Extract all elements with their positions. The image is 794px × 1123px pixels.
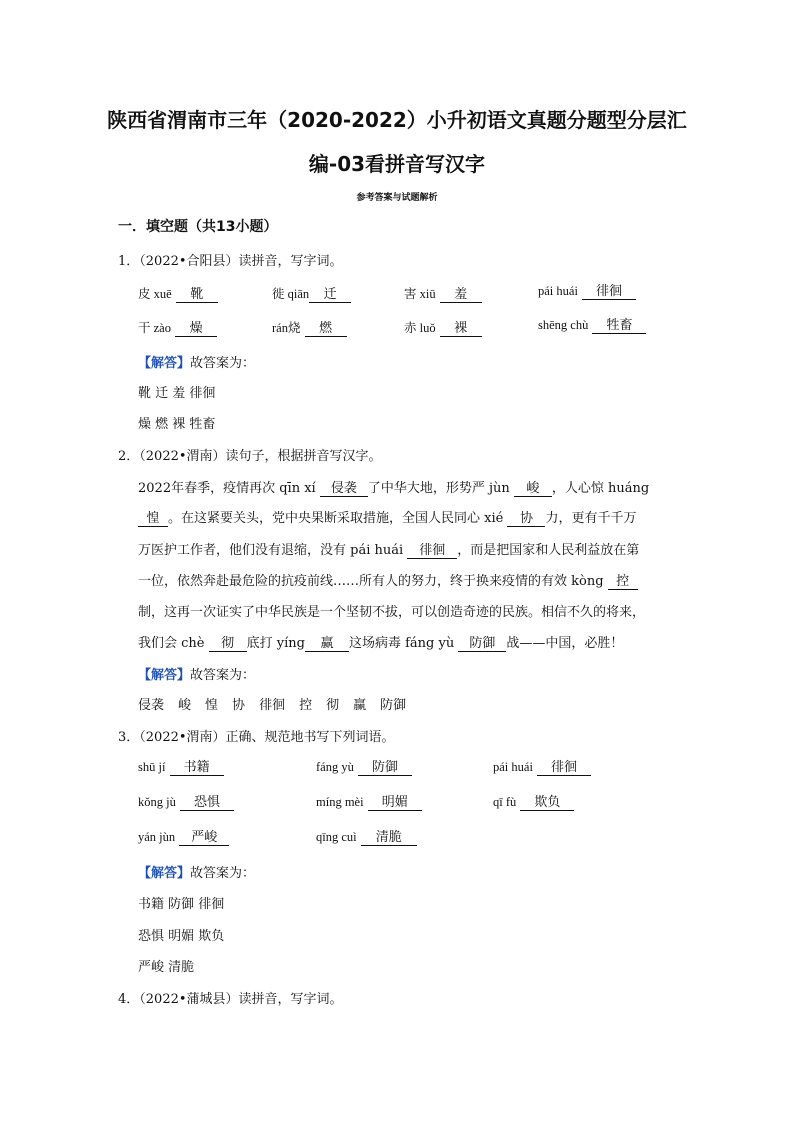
answer-blank: 恐惧 — [180, 795, 234, 811]
q2-passage-line6: 我们会 chè 彻 底打 yíng 赢 这场病毒 fáng yù 防御 战——中国，必胜！ — [138, 636, 624, 651]
q1-item: 皮 xuē 靴 — [138, 284, 218, 303]
answer-blank: 控 — [608, 574, 638, 590]
q3-header: 3．（2022•渭南）正确、规范地书写下列词语。 — [118, 730, 395, 745]
answer-blank: 清脆 — [361, 830, 417, 846]
answer-word: 赢 — [353, 698, 367, 713]
answer-word: 惶 — [205, 698, 219, 713]
q3-item: míng mèi 明媚 — [316, 795, 422, 811]
q3-item: pái huái 徘徊 — [493, 760, 591, 776]
answer-word: 协 — [232, 698, 246, 713]
q2-passage-line5: 制，这再一次证实了中华民族是一个坚韧不拔，可以创造奇迹的民族。相信不久的将来， — [138, 605, 646, 620]
answer-blank: 迁 — [309, 287, 351, 303]
answer-word: 峻 — [178, 698, 192, 713]
q3-item: qīng cuì 清脆 — [316, 830, 417, 846]
answer-blank: 徘徊 — [537, 760, 591, 776]
answer-word: 防御 — [380, 698, 407, 713]
q2-header: 2．（2022•渭南）读句子，根据拼音写汉字。 — [118, 449, 382, 464]
q1-answer-heading: 【解答】故答案为： — [138, 356, 256, 371]
section-heading: 一．填空题（共13小题） — [118, 219, 278, 235]
q1-item: shēng chù 牲畜 — [538, 318, 646, 334]
answer-word: 徘徊 — [259, 698, 286, 713]
answer-word: 彻 — [326, 698, 340, 713]
q1-item: 干 zào 燥 — [138, 318, 217, 337]
answer-blank: 书籍 — [170, 760, 224, 776]
answer-blank: 赢 — [305, 636, 349, 652]
answer-blank: 严峻 — [179, 830, 229, 846]
q1-item: 徙 qiān 迁 — [272, 284, 351, 303]
q1-item: 害 xiū 羞 — [404, 284, 482, 303]
q3-answer-line2: 恐惧 明媚 欺负 — [138, 929, 225, 944]
answer-blank: 羞 — [440, 287, 482, 303]
q2-answer-list — [138, 694, 406, 713]
answer-blank: 惶 — [138, 511, 168, 527]
q4-header: 4．（2022•蒲城县）读拼音，写字词。 — [118, 992, 343, 1007]
q3-item: shū jí 书籍 — [138, 760, 224, 776]
q3-answer-line3: 严峻 清脆 — [138, 960, 195, 975]
q3-item: kǒng jù 恐惧 — [138, 795, 234, 811]
q2-passage-line3: 万医护工作者，他们没有退缩，没有 pái huái 徘徊 ，而是把国家和人民利益放在第 — [138, 543, 640, 558]
answer-blank: 燥 — [175, 321, 217, 337]
answer-blank: 协 — [507, 511, 545, 527]
q2-answer-heading: 【解答】故答案为： — [138, 668, 256, 683]
answer-blank: 牲畜 — [592, 318, 646, 334]
q1-item: rán烧 燃 — [272, 318, 347, 337]
q3-answer-line1: 书籍 防御 徘徊 — [138, 897, 225, 912]
answer-blank: 燃 — [305, 321, 347, 337]
answer-blank: 明媚 — [368, 795, 422, 811]
answer-tag: 【解答】 — [138, 668, 191, 683]
answer-blank: 徘徊 — [582, 284, 636, 300]
answer-word: 侵袭 — [138, 698, 165, 713]
answer-blank: 靴 — [176, 287, 218, 303]
answer-blank: 欺负 — [520, 795, 574, 811]
q1-answer-line2: 燥 燃 裸 牲畜 — [138, 417, 216, 432]
answer-word: 控 — [299, 698, 313, 713]
doc-title-line2: 编-03看拼音写汉字 — [308, 152, 486, 176]
q3-item: fáng yù 防御 — [316, 760, 412, 776]
q1-header: 1．（2022•合阳县）读拼音，写字词。 — [118, 254, 343, 269]
q3-item: yán jùn 严峻 — [138, 830, 229, 846]
answer-blank: 徘徊 — [407, 543, 457, 559]
q1-item: 赤 luǒ 裸 — [404, 318, 482, 337]
answer-blank: 侵袭 — [320, 481, 368, 497]
q2-passage-line4: 一位，依然奔赴最危险的抗疫前线……所有人的努力，终于换来疫情的有效 kòng 控 — [138, 570, 638, 590]
answer-blank: 防御 — [358, 760, 412, 776]
doc-subtitle: 参考答案与试题解析 — [356, 193, 438, 203]
answer-tag: 【解答】 — [138, 866, 191, 881]
answer-blank: 彻 — [209, 636, 247, 652]
doc-title-line1: 陕西省渭南市三年（2020-2022）小升初语文真题分题型分层汇 — [107, 108, 687, 132]
q3-answer-heading: 【解答】故答案为： — [138, 866, 256, 881]
answer-blank: 防御 — [458, 636, 506, 652]
answer-blank: 裸 — [440, 321, 482, 337]
q3-item: qī fù 欺负 — [493, 795, 574, 811]
q2-passage-line1: 2022年春季，疫情再次 qīn xí 侵袭 了中华大地，形势严 jùn 峻 ，人心惊 huáng — [138, 481, 650, 496]
q1-item: pái huái 徘徊 — [538, 284, 636, 300]
q1-answer-line1: 靴 迁 羞 徘徊 — [138, 386, 216, 401]
answer-tag: 【解答】 — [138, 356, 191, 371]
answer-blank: 峻 — [514, 481, 552, 497]
q2-passage-line2: 惶 。在这紧要关头，党中央果断采取措施，全国人民同心 xié 协 力，更有千千万 — [138, 507, 636, 527]
